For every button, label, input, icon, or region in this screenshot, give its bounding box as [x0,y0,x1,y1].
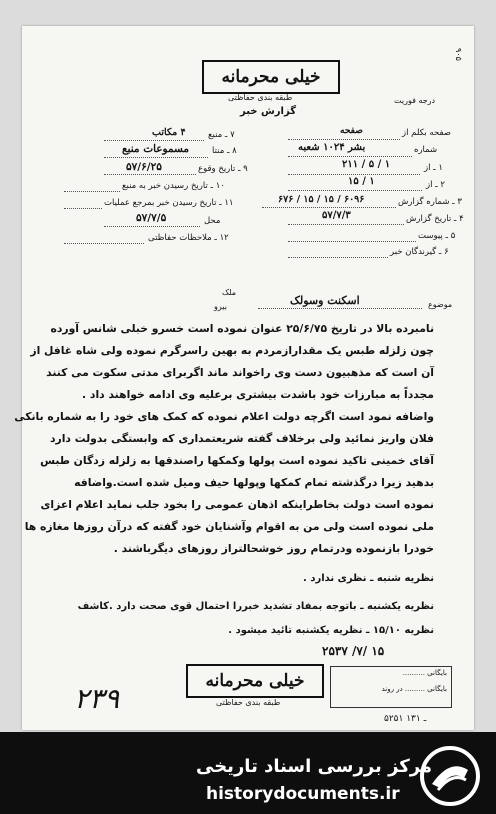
stamp-date: ۲۵۳۷ /۷/ ۱۵ [322,644,385,658]
stamp-caption: طبقه بندی حفاظتی [228,93,293,102]
stamp-caption: طبقه بندی حفاظتی [216,698,281,707]
stamp-text: خیلی محرمانه [221,67,321,87]
right-field-5-label: ۴ ـ تاریخ گزارش [406,214,464,224]
body-line: آن است که مذهبیون دست وی راخواند ماند اگربرای مدتی سکوت می کنند [46,366,434,379]
left-field-2-value: ۵۷/۶/۲۵ [126,161,162,173]
classification-stamp-top [202,60,340,94]
right-field-1-value: بشر ۱۰۲۴ شعبه [298,142,366,153]
left-field-0-label: ۷ ـ منبع [208,130,235,140]
left-field-3-label: ۱۰ ـ تاریخ رسیدن خبر به منبع [122,181,225,191]
body-line: ملی نموده است ولی من به اقوام وآشنایان خود گفته که درآن روزها مغازه ها [24,520,434,533]
left-field-6-label: ۱۲ ـ ملاحظات حفاظتی [148,233,229,243]
left-field-4-label: ۱۱ ـ تاریخ رسیدن خبر بمرجع عملیات [104,198,234,208]
subject-label: موضوع [428,300,453,309]
body-line: خودرا بازنموده ودرتمام روز خوشحالتراز روزهای دیگرباشند . [113,542,434,555]
body-line: مجدداً به مبارزات خود باشدت بیشتری برعلیه وی ادامه خواهند داد . [82,388,434,401]
right-field-3-value: ۱۵ / ۱ [348,176,375,187]
left-field-1-label: ۸ ـ منتا [212,146,237,156]
priority-label: درجه فوریت [394,96,436,105]
watermark-title: مرکز بررسی اسناد تاریخی [196,756,433,777]
left-field-5-value: ۵۷/۷/۵ [136,212,167,224]
handwritten-number: ۲۳۹ [74,682,120,715]
watermark-footer [0,732,496,814]
body-line: چون زلزله طبس یک مقدارازمردم به بهین راسرگرم نموده ولی شاه غافل از [30,344,434,357]
right-field-4-value: ۶۷۶ / ۱۵ / ۱۵ / ۶۰۹۶ [278,194,365,205]
right-field-6-label: ۵ ـ پیوست [418,231,456,241]
body-line: آقای خمینی تاکید نموده است پولها وکمکها راصندقها به زلزله زدگان طبس [40,454,434,467]
form-code: ۵۲ـ ۱۳۱ ۵۱ [384,714,427,724]
archive-box-top: بایگانی .......... [402,669,447,677]
subject-note: ملک [222,288,237,297]
left-field-2-label: ۹ ـ تاریخ وقوع [198,164,248,174]
body-line: نموده است دولت بخاطراینکه اذهان عمومی را بخود جلب نماید اعلام اعزای [40,498,434,511]
body-line: واضافه نمود است اگرچه دولت اعلام نموده که کمک های خود را به شماره بانکی [14,410,434,423]
watermark-url: historydocuments.ir [206,784,400,804]
margin-mark: ۹۰۵ [453,48,463,61]
classification-stamp-bottom [186,664,324,698]
right-field-0-label: صفحه بکلم از [402,128,451,138]
subject-note-2: بیرو [214,302,227,311]
archive-box [330,666,452,708]
right-field-2-value: ۲۱۱ / ۵ / ۱ [342,159,391,170]
right-field-4-label: ۳ ـ شماره گزارش [398,197,462,207]
right-field-1-label: شماره [414,145,438,155]
body-line: نامبرده بالا در تاریخ ۲۵/۶/۷۵ عنوان نموده است خسرو خبلی شانس آورده [50,322,434,335]
right-field-0-value: صفحه [340,126,363,136]
body-line: بدهید زیرا درگذشته تمام کمکها وپولها حیف ومیل شده است.واضافه [74,476,434,489]
opinion-line: نظریه یکشنبه ـ باتوجه بمفاد تشدید خبررا احتمال قوی صحت دارد .کاشف [77,601,434,612]
right-field-5-value: ۵۷/۷/۳ [322,210,351,221]
archive-logo-icon [418,744,482,808]
stamp-text: خیلی محرمانه [205,671,305,691]
left-field-5-label: محل [204,216,221,226]
opinion-line: نظریه شنبه ـ نظری ندارد . [303,573,434,584]
opinion-line: نظریه ۱۵/۱۰ ـ نظریه یکشنبه تائید میشود . [228,625,434,636]
subject-value: اسکنت وسولک [290,294,360,307]
left-field-0-value: ۴ مکاتب [152,127,186,138]
document-page [14,26,474,730]
report-title: گزارش خبر [240,106,297,117]
right-field-3-label: ۲ ـ از [426,180,445,190]
body-line: فلان واریز نمائید ولی برخلاف گفته شریعتمداری که وابستگی بدولت دارد [49,432,434,445]
archive-box-mid: بایگانی ......... در روند [381,685,447,693]
right-field-7-label: ۶ ـ گیرندگان خبر [390,247,449,257]
left-field-1-value: مسموعات منبع [122,143,190,155]
right-field-2-label: ۱ ـ از [424,163,443,173]
